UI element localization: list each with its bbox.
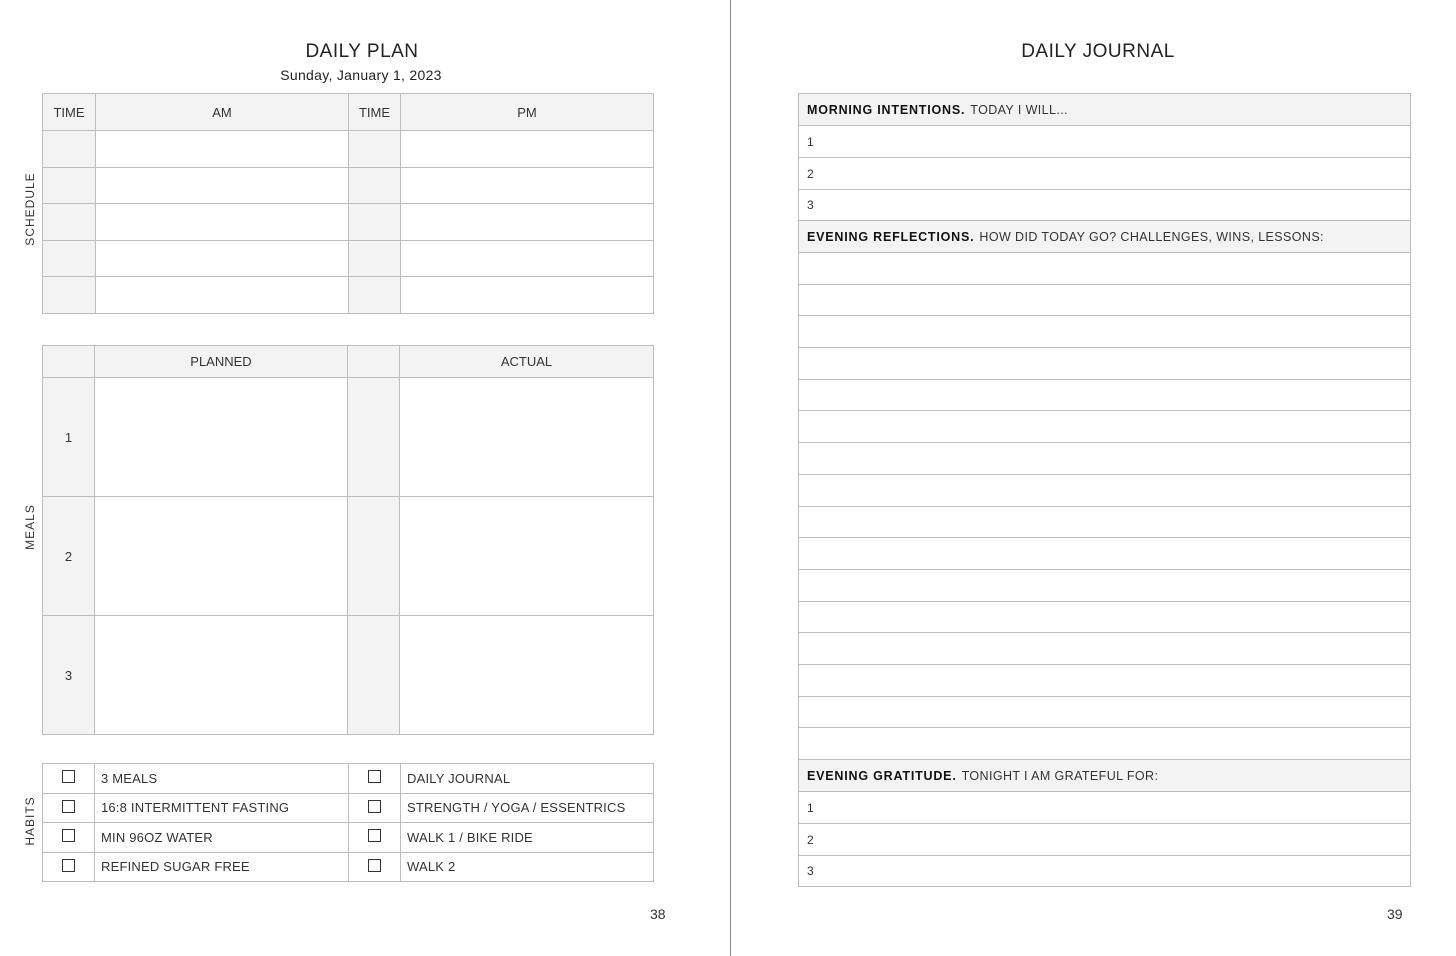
morning-item[interactable] xyxy=(799,126,1410,158)
page-number-left: 38 xyxy=(650,906,666,922)
reflection-line[interactable] xyxy=(799,285,1410,317)
gratitude-item[interactable] xyxy=(799,792,1410,824)
reflection-line[interactable] xyxy=(799,507,1410,539)
habit-checkbox-cell[interactable] xyxy=(349,852,401,882)
habit-row xyxy=(43,823,654,853)
habit-checkbox-cell[interactable] xyxy=(43,823,95,853)
reflection-lines xyxy=(799,253,1410,760)
pm-cell[interactable] xyxy=(401,204,654,241)
meal-blank-cell xyxy=(348,378,400,497)
meals-header-blank xyxy=(348,346,400,378)
morning-item[interactable] xyxy=(799,190,1410,221)
reflection-line[interactable] xyxy=(799,411,1410,443)
time-cell[interactable] xyxy=(349,240,401,277)
habit-row xyxy=(43,793,654,823)
reflection-line[interactable] xyxy=(799,665,1410,697)
habit-label: MIN 96OZ WATER xyxy=(95,823,349,853)
evening-gratitude-prompt: TONIGHT I AM GRATEFUL FOR: xyxy=(961,768,1159,783)
time-cell[interactable] xyxy=(43,204,96,241)
meals-header-blank xyxy=(43,346,95,378)
item-number: 2 xyxy=(807,832,814,847)
item-number: 2 xyxy=(807,166,814,181)
time-cell[interactable] xyxy=(43,131,96,168)
schedule-section-label: SCHEDULE xyxy=(23,172,37,246)
time-cell[interactable] xyxy=(43,240,96,277)
am-cell[interactable] xyxy=(96,131,349,168)
journal-box xyxy=(798,93,1411,887)
habit-checkbox-cell[interactable] xyxy=(43,793,95,823)
meal-actual-cell[interactable] xyxy=(400,497,654,616)
reflection-line[interactable] xyxy=(799,570,1410,602)
pm-cell[interactable] xyxy=(401,240,654,277)
meal-row xyxy=(43,616,654,735)
schedule-row xyxy=(43,277,654,314)
habit-checkbox-cell[interactable] xyxy=(43,852,95,882)
schedule-row xyxy=(43,204,654,241)
checkbox-icon[interactable] xyxy=(62,770,75,783)
meal-planned-cell[interactable] xyxy=(95,378,348,497)
evening-reflections-prompt: HOW DID TODAY GO? CHALLENGES, WINS, LESSONS: xyxy=(979,229,1324,244)
time-cell[interactable] xyxy=(43,277,96,314)
habit-checkbox-cell[interactable] xyxy=(349,764,401,794)
schedule-header-time-pm: TIME xyxy=(349,94,401,131)
morning-item[interactable] xyxy=(799,158,1410,190)
am-cell[interactable] xyxy=(96,167,349,204)
meals-header-actual: ACTUAL xyxy=(400,346,654,378)
time-cell[interactable] xyxy=(349,204,401,241)
habit-label: STRENGTH / YOGA / ESSENTRICS xyxy=(401,793,654,823)
meal-blank-cell xyxy=(348,497,400,616)
reflection-line[interactable] xyxy=(799,253,1410,285)
reflection-line[interactable] xyxy=(799,475,1410,507)
reflection-line[interactable] xyxy=(799,728,1410,760)
schedule-table xyxy=(42,93,654,314)
item-number: 3 xyxy=(807,864,814,878)
gratitude-item[interactable] xyxy=(799,824,1410,856)
checkbox-icon[interactable] xyxy=(368,859,381,872)
habit-label: 3 MEALS xyxy=(95,764,349,794)
reflection-line[interactable] xyxy=(799,697,1410,729)
evening-gratitude-header xyxy=(799,760,1410,792)
habits-section-label: HABITS xyxy=(23,796,37,846)
reflection-line[interactable] xyxy=(799,602,1410,634)
schedule-row xyxy=(43,167,654,204)
page-title-daily-plan: DAILY PLAN xyxy=(305,41,419,62)
morning-intentions-prompt: TODAY I WILL... xyxy=(970,102,1068,117)
schedule-row xyxy=(43,131,654,168)
time-cell[interactable] xyxy=(349,277,401,314)
schedule-header-pm: PM xyxy=(401,94,654,131)
pm-cell[interactable] xyxy=(401,277,654,314)
meals-table xyxy=(42,345,654,735)
meal-planned-cell[interactable] xyxy=(95,616,348,735)
am-cell[interactable] xyxy=(96,277,349,314)
checkbox-icon[interactable] xyxy=(368,770,381,783)
habit-label: REFINED SUGAR FREE xyxy=(95,852,349,882)
habit-checkbox-cell[interactable] xyxy=(43,764,95,794)
evening-gratitude-heading: EVENING GRATITUDE. xyxy=(807,768,957,783)
reflection-line[interactable] xyxy=(799,316,1410,348)
pm-cell[interactable] xyxy=(401,131,654,168)
meal-planned-cell[interactable] xyxy=(95,497,348,616)
habit-checkbox-cell[interactable] xyxy=(349,823,401,853)
pm-cell[interactable] xyxy=(401,167,654,204)
date-subtitle: Sunday, January 1, 2023 xyxy=(280,67,442,83)
reflection-line[interactable] xyxy=(799,380,1410,412)
habit-label: WALK 2 xyxy=(401,852,654,882)
habit-row xyxy=(43,852,654,882)
habit-label: 16:8 INTERMITTENT FASTING xyxy=(95,793,349,823)
evening-reflections-header xyxy=(799,221,1410,253)
morning-intentions-header xyxy=(799,94,1410,126)
schedule-header-am: AM xyxy=(96,94,349,131)
time-cell[interactable] xyxy=(349,167,401,204)
habit-checkbox-cell[interactable] xyxy=(349,793,401,823)
morning-intentions-heading: MORNING INTENTIONS. xyxy=(807,102,966,117)
reflection-line[interactable] xyxy=(799,348,1410,380)
item-number: 3 xyxy=(807,198,814,212)
gratitude-item[interactable] xyxy=(799,856,1410,887)
meal-row xyxy=(43,378,654,497)
meal-row xyxy=(43,497,654,616)
am-cell[interactable] xyxy=(96,204,349,241)
page-number-right: 39 xyxy=(1387,906,1403,922)
checkbox-icon[interactable] xyxy=(62,829,75,842)
habit-label: DAILY JOURNAL xyxy=(401,764,654,794)
meals-section-label: MEALS xyxy=(23,504,37,550)
page-title-daily-journal: DAILY JOURNAL xyxy=(1021,41,1175,62)
habit-row xyxy=(43,764,654,794)
habits-table xyxy=(42,763,654,882)
am-cell[interactable] xyxy=(96,240,349,277)
checkbox-icon[interactable] xyxy=(368,829,381,842)
checkbox-icon[interactable] xyxy=(368,800,381,813)
time-cell[interactable] xyxy=(43,167,96,204)
meal-actual-cell[interactable] xyxy=(400,616,654,735)
meals-header-planned: PLANNED xyxy=(95,346,348,378)
evening-reflections-heading: EVENING REFLECTIONS. xyxy=(807,229,975,244)
meal-number: 1 xyxy=(43,378,95,497)
habit-label: WALK 1 / BIKE RIDE xyxy=(401,823,654,853)
meal-actual-cell[interactable] xyxy=(400,378,654,497)
page-divider xyxy=(730,0,731,956)
meal-number: 3 xyxy=(43,616,95,735)
item-number: 1 xyxy=(807,800,814,815)
checkbox-icon[interactable] xyxy=(62,800,75,813)
schedule-row xyxy=(43,240,654,277)
item-number: 1 xyxy=(807,134,814,149)
time-cell[interactable] xyxy=(349,131,401,168)
checkbox-icon[interactable] xyxy=(62,859,75,872)
meal-number: 2 xyxy=(43,497,95,616)
meal-blank-cell xyxy=(348,616,400,735)
reflection-line[interactable] xyxy=(799,538,1410,570)
schedule-header-time-am: TIME xyxy=(43,94,96,131)
reflection-line[interactable] xyxy=(799,443,1410,475)
reflection-line[interactable] xyxy=(799,633,1410,665)
